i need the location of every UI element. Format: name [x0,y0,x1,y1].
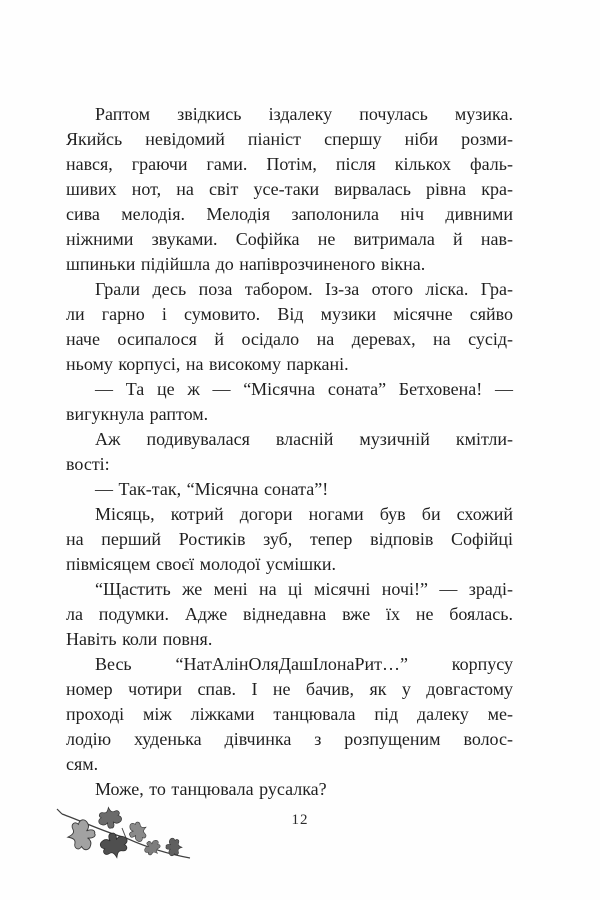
text-line: шивих нот, на світ усе-таки вирвалась рівна кра- [66,179,513,199]
text-line: сива мелодія. Мелодія заполонила ніч дивними [66,204,513,224]
paragraph [66,777,513,802]
text-line: проході між ліжками танцювала під далеку ме- [66,704,513,724]
page-number: 12 [291,812,309,828]
text-line: — Так-так, “Місячна соната”! [95,479,329,499]
text-line: ла подумки. Адже віднедавна вже їх не боялась. [66,604,513,624]
text-line: нався, граючи гами. Потім, після кількох фаль- [66,154,513,174]
text-line: шпиньки підійшла до напіврозчиненого вікна. [66,254,426,274]
text-line: наче осипалося й осідало на деревах, на сусід- [66,329,513,349]
text-line: Раптом звідкись іздалеку почулась музика. [95,104,513,124]
text-line: на перший Ростиків зуб, тепер відповів Софійці [66,529,513,549]
text-line: — Та це ж — “Місячна соната” Бетховена! — [95,379,513,399]
text-line: Місяць, котрий догори ногами був би схожий [95,504,513,524]
text-line: Весь “НатАлінОляДашІлонаРит…” корпусу [95,654,513,674]
text-line: вості: [66,454,110,474]
text-line: півмісяцем своєї молодої усмішки. [66,554,336,574]
text-line: “Щастить же мені на ці місячні ночі!” — зраді- [95,579,513,599]
body-text [66,102,513,802]
paragraph-dialogue [66,477,513,502]
text-line: Якийсь невідомий піаніст спершу ніби розми- [66,129,513,149]
text-line: номер чотири спав. І не бачив, як у довгастому [66,679,513,699]
paragraph [66,102,513,277]
text-line: ньому корпусі, на високому паркані. [66,354,349,374]
text-line: лодію худенька дівчинка з розпущеним волос- [66,729,513,749]
text-line: Навіть коли повня. [66,629,213,649]
paragraph [66,427,513,477]
paragraph [66,502,513,577]
paragraph-dialogue [66,377,513,427]
text-line: вигукнула раптом. [66,404,209,424]
text-line: Аж подивувалася власній музичній кмітли- [95,429,513,449]
paragraph [66,277,513,377]
paragraph [66,652,513,777]
paragraph [66,577,513,652]
text-line: Грали десь поза табором. Із-за отого ліска. Гра- [95,279,513,299]
text-line: ніжними звуками. Софійка не витримала й нав- [66,229,513,249]
text-line: ли гарно і сумовито. Від музики місячне сяйво [66,304,513,324]
text-line: сям. [66,754,99,774]
text-line: Може, то танцювала русалка? [95,779,327,799]
